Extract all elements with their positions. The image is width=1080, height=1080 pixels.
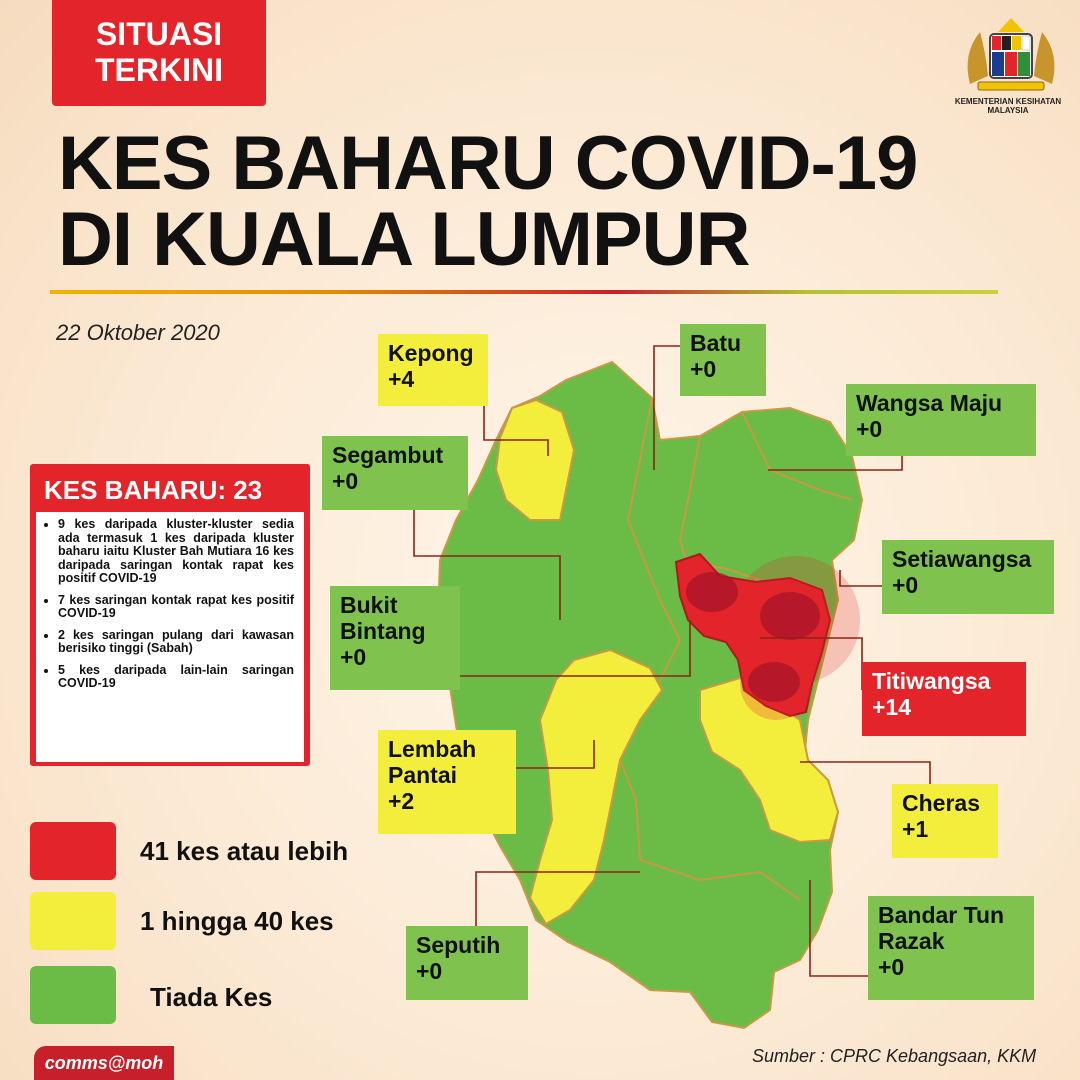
new-cases-title: KES BAHARU: 23 xyxy=(44,475,263,505)
label-batu: Batu +0 xyxy=(680,324,766,396)
legend-swatch-red xyxy=(30,822,116,880)
legend-label-red: 41 kes atau lebih xyxy=(140,836,349,866)
label-lembah-pantai: Lembah Pantai +2 xyxy=(378,730,516,834)
label-bandar-tun-razak: Bandar Tun Razak +0 xyxy=(868,896,1034,1000)
source-credit: Sumber : CPRC Kebangsaan, KKM xyxy=(752,1046,1037,1066)
list-item: • 9 kes daripada kluster-kluster sedia ada termasuk 1 kes daripada kluster baharu iaitu Kluster Bah Mutiara 16 kes daripada saringan kontak rapat kes positif COVID-19 xyxy=(58,518,294,586)
new-cases-list xyxy=(46,518,294,691)
legend-swatch-yellow xyxy=(30,892,116,950)
list-item: • 5 kes daripada lain-lain saringan COVID-19 xyxy=(58,664,294,691)
legend-label-green: Tiada Kes xyxy=(150,982,273,1012)
list-item: • 2 kes saringan pulang dari kawasan berisiko tinggi (Sabah) xyxy=(58,629,294,656)
title-line-2: DI KUALA LUMPUR xyxy=(58,197,750,282)
legend-label-yellow: 1 hingga 40 kes xyxy=(140,906,334,936)
report-date: 22 Oktober 2020 xyxy=(56,320,220,345)
footer-tag: comms@moh xyxy=(34,1046,174,1080)
label-bukit-bintang: Bukit Bintang +0 xyxy=(330,586,460,690)
title-line-1: KES BAHARU COVID-19 xyxy=(58,121,918,206)
list-item: • 7 kes saringan kontak rapat kes positif COVID-19 xyxy=(58,594,294,621)
ministry-name: KEMENTERIAN KESIHATAN MALAYSIA xyxy=(954,97,1062,115)
badge-line-2: TERKINI xyxy=(95,52,223,88)
district-kepong-area xyxy=(496,400,574,520)
badge-line-1: SITUASI xyxy=(95,16,223,52)
label-segambut: Segambut +0 xyxy=(322,436,468,510)
label-titiwangsa: Titiwangsa +14 xyxy=(862,662,1026,736)
label-kepong: Kepong +4 xyxy=(378,334,488,406)
new-cases-breakdown xyxy=(36,512,304,762)
label-setiawangsa: Setiawangsa +0 xyxy=(882,540,1054,614)
label-wangsa-maju: Wangsa Maju +0 xyxy=(846,384,1036,456)
label-seputih: Seputih +0 xyxy=(406,926,528,1000)
legend-swatch-green xyxy=(30,966,116,1024)
label-cheras: Cheras +1 xyxy=(892,784,998,858)
